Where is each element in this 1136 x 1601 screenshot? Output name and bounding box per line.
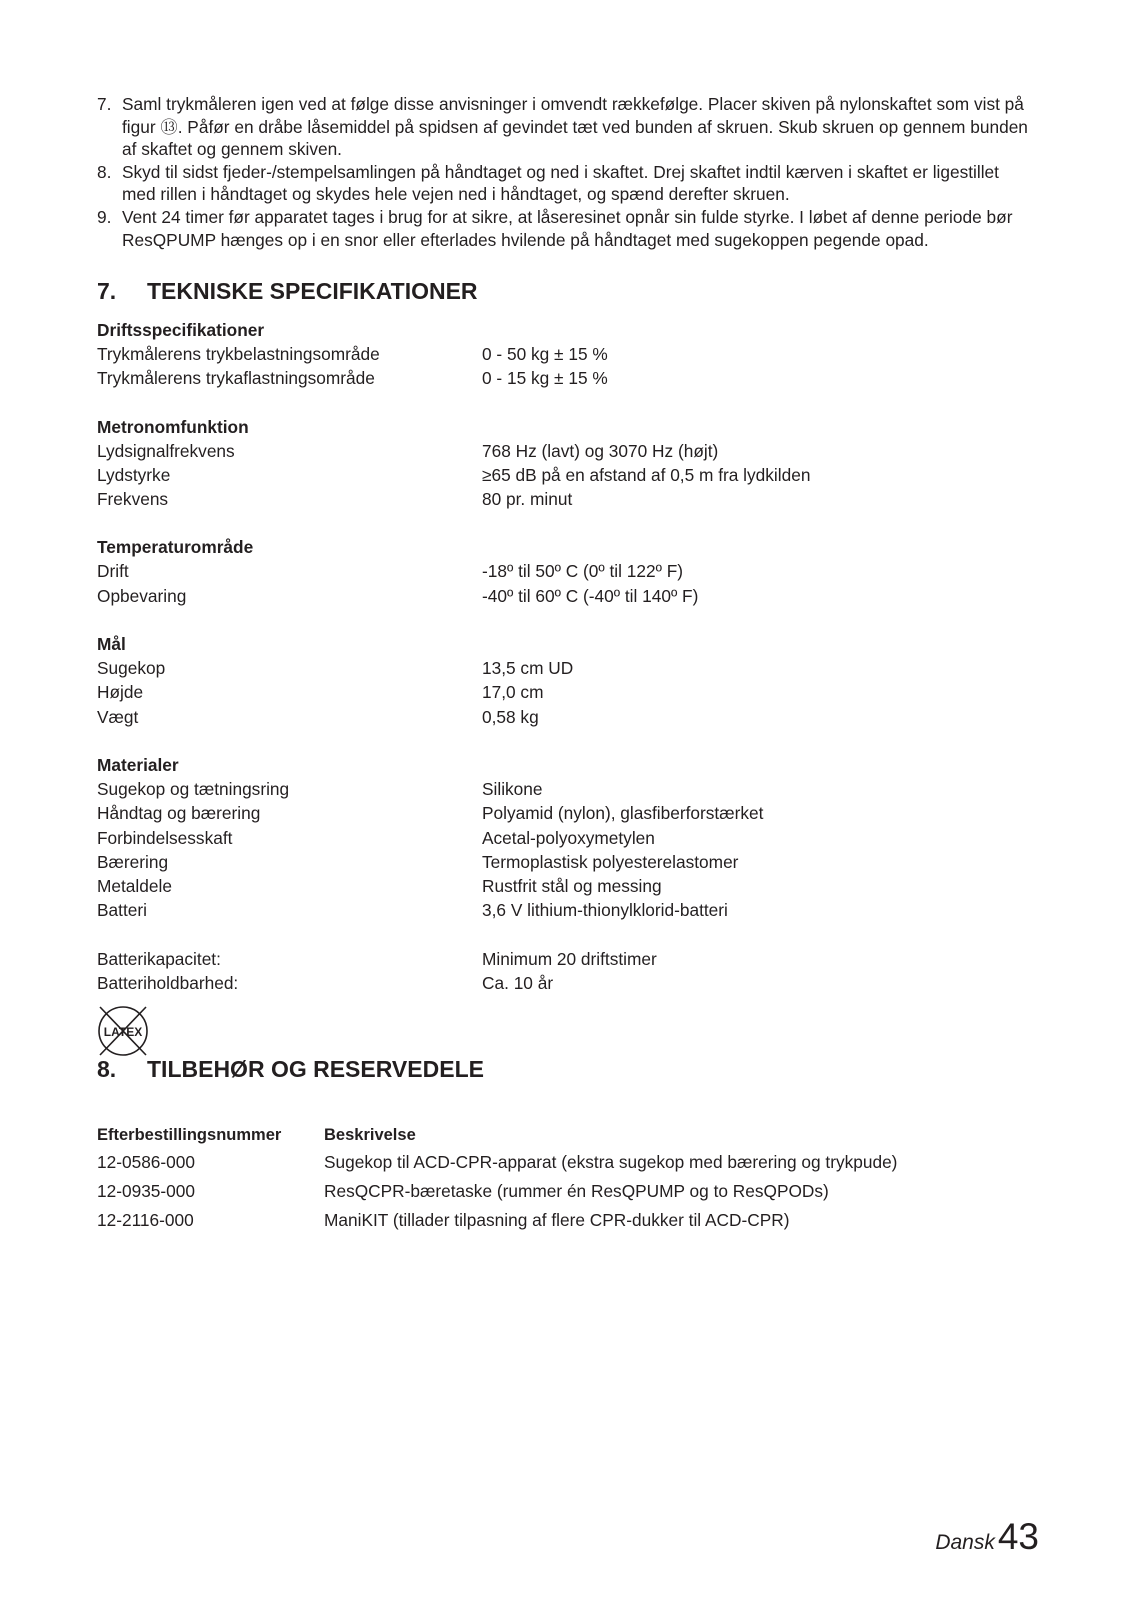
spec-label: Højde — [97, 682, 144, 703]
spec-value: Acetal-polyoxymetylen — [482, 827, 655, 848]
spec-label: Lydsignalfrekvens — [97, 440, 235, 461]
table-header — [97, 1124, 1057, 1150]
latex-free-icon — [96, 1004, 150, 1058]
accessories-table — [97, 1124, 1057, 1237]
step-9 — [97, 206, 1037, 251]
spec-value: 17,0 cm — [482, 682, 544, 703]
spec-label: Trykmålerens trykbelastningsområde — [97, 344, 380, 364]
spec-value: -40º til 60º C (-40º til 140º F) — [482, 585, 699, 606]
spec-value: 0 - 15 kg ± 15 % — [482, 368, 608, 389]
part-description: Sugekop til ACD-CPR-apparat (ekstra sugekop med bærering og trykpude) — [324, 1152, 898, 1172]
section-number: 8. — [97, 1056, 117, 1082]
spec-label: Opbevaring — [97, 585, 187, 606]
spec-value: -18º til 50º C (0º til 122º F) — [482, 561, 684, 582]
part-description: ResQCPR-bæretaske (rummer én ResQPUMP og to ResQPODs) — [324, 1181, 829, 1201]
latex-icon-text: LATEX — [103, 1025, 143, 1039]
spec-row — [97, 342, 1037, 366]
spec-row — [97, 705, 1037, 729]
step-text: Skyd til sidst fjeder-/stempelsamlingen på håndtaget og ned i skaftet. Drej skaftet indtil kærven i skaftet er ligestillet med rillen i håndtaget og skydes hele vejen ned i håndtaget, og spænd derefter skruen. — [122, 161, 999, 205]
spec-row — [97, 584, 1037, 608]
table-row — [97, 1208, 1057, 1237]
spec-group-metronome — [97, 415, 1037, 512]
spec-label: Frekvens — [97, 489, 169, 510]
spec-row — [97, 947, 1037, 971]
spec-group-dimensions — [97, 632, 1037, 729]
footer-language: Dansk — [935, 1531, 995, 1554]
spec-label: Bærering — [97, 851, 169, 872]
spec-row — [97, 801, 1037, 825]
spec-group-title: Driftsspecifikationer — [97, 320, 265, 340]
spec-row — [97, 850, 1037, 874]
section-title: TILBEHØR OG RESERVEDELE — [147, 1056, 484, 1082]
spec-row — [97, 487, 1037, 511]
spec-value: ≥65 dB på en afstand af 0,5 m fra lydkilden — [482, 464, 811, 485]
spec-label: Sugekop — [97, 658, 166, 679]
spec-label: Trykmålerens trykaflastningsområde — [97, 368, 375, 389]
spec-row — [97, 874, 1037, 898]
section-8-heading — [97, 1056, 484, 1083]
spec-label: Forbindelsesskaft — [97, 827, 233, 848]
spec-value: Silikone — [482, 778, 543, 799]
step-number: 7. — [97, 94, 112, 114]
spec-value: 768 Hz (lavt) og 3070 Hz (højt) — [482, 440, 719, 461]
step-text: Vent 24 timer før apparatet tages i brug for at sikre, at låseresinet opnår sin fulde styrke. I løbet af denne periode bør ResQPUMP hænges op i en snor eller efterlades hvilende på håndtaget med sugekoppen pegende opad. — [122, 206, 1013, 250]
spec-value: 3,6 V lithium-thionylklorid-batteri — [482, 900, 728, 921]
step-number: 8. — [97, 161, 112, 182]
part-number: 12-0586-000 — [97, 1152, 196, 1172]
step-8 — [97, 161, 1037, 206]
spec-value: Termoplastisk polyesterelastomer — [482, 851, 739, 872]
step-text: Saml trykmåleren igen ved at følge disse anvisninger i omvendt rækkefølge. Placer skiven på nylonskaftet som vist på figur ⑬. Påfør en dråbe låsemiddel på spidsen af gevindet tæt ved bunden af skruen. Skub skruen op gennem bunden af skaftet og gennem skiven. — [122, 94, 1028, 160]
spec-value: Polyamid (nylon), glasfiberforstærket — [482, 803, 764, 824]
spec-value: 80 pr. minut — [482, 489, 573, 510]
spec-label: Batteri — [97, 900, 147, 921]
spec-group-title: Metronomfunktion — [97, 416, 249, 437]
spec-group-temperature — [97, 535, 1037, 608]
spec-value: Minimum 20 driftstimer — [482, 948, 657, 969]
spec-label: Sugekop og tætningsring — [97, 778, 290, 799]
spec-group-title: Materialer — [97, 754, 179, 775]
spec-group-operating — [97, 318, 1037, 391]
spec-row — [97, 777, 1037, 801]
spec-label: Håndtag og bærering — [97, 803, 261, 824]
part-number: 12-0935-000 — [97, 1181, 196, 1201]
spec-group-battery — [97, 947, 1037, 996]
technical-specifications — [97, 318, 1037, 1019]
spec-row — [97, 898, 1037, 922]
spec-row — [97, 559, 1037, 583]
spec-row — [97, 656, 1037, 680]
spec-value: 0 - 50 kg ± 15 % — [482, 344, 608, 364]
page-number: 43 — [997, 1516, 1039, 1557]
spec-group-title: Temperaturområde — [97, 537, 254, 558]
spec-value: 13,5 cm UD — [482, 658, 574, 679]
spec-value: Ca. 10 år — [482, 973, 554, 994]
column-header-description: Beskrivelse — [324, 1126, 416, 1144]
instruction-steps — [97, 93, 1037, 251]
step-number: 9. — [97, 206, 112, 227]
spec-row — [97, 680, 1037, 704]
spec-row — [97, 439, 1037, 463]
spec-group-title: Mål — [97, 634, 126, 655]
section-7-heading — [97, 278, 478, 305]
spec-row — [97, 826, 1037, 850]
section-title: TEKNISKE SPECIFIKATIONER — [147, 278, 478, 304]
table-row — [97, 1150, 1057, 1179]
spec-row — [97, 366, 1037, 390]
spec-row — [97, 463, 1037, 487]
spec-value: Rustfrit stål og messing — [482, 876, 662, 897]
spec-row — [97, 971, 1037, 995]
spec-label: Drift — [97, 561, 129, 582]
spec-label: Batteriholdbarhed: — [97, 973, 239, 994]
spec-label: Metaldele — [97, 876, 172, 897]
column-header-part-number: Efterbestillingsnummer — [97, 1126, 282, 1144]
section-number: 7. — [97, 278, 117, 304]
spec-label: Lydstyrke — [97, 464, 171, 485]
spec-label: Vægt — [97, 706, 139, 727]
part-description: ManiKIT (tillader tilpasning af flere CPR-dukker til ACD-CPR) — [324, 1210, 790, 1230]
table-row — [97, 1179, 1057, 1208]
spec-value: 0,58 kg — [482, 706, 539, 727]
step-7 — [97, 93, 1037, 161]
page-footer — [935, 1516, 1039, 1558]
part-number: 12-2116-000 — [97, 1210, 194, 1230]
spec-label: Batterikapacitet: — [97, 948, 221, 969]
spec-group-materials — [97, 753, 1037, 923]
